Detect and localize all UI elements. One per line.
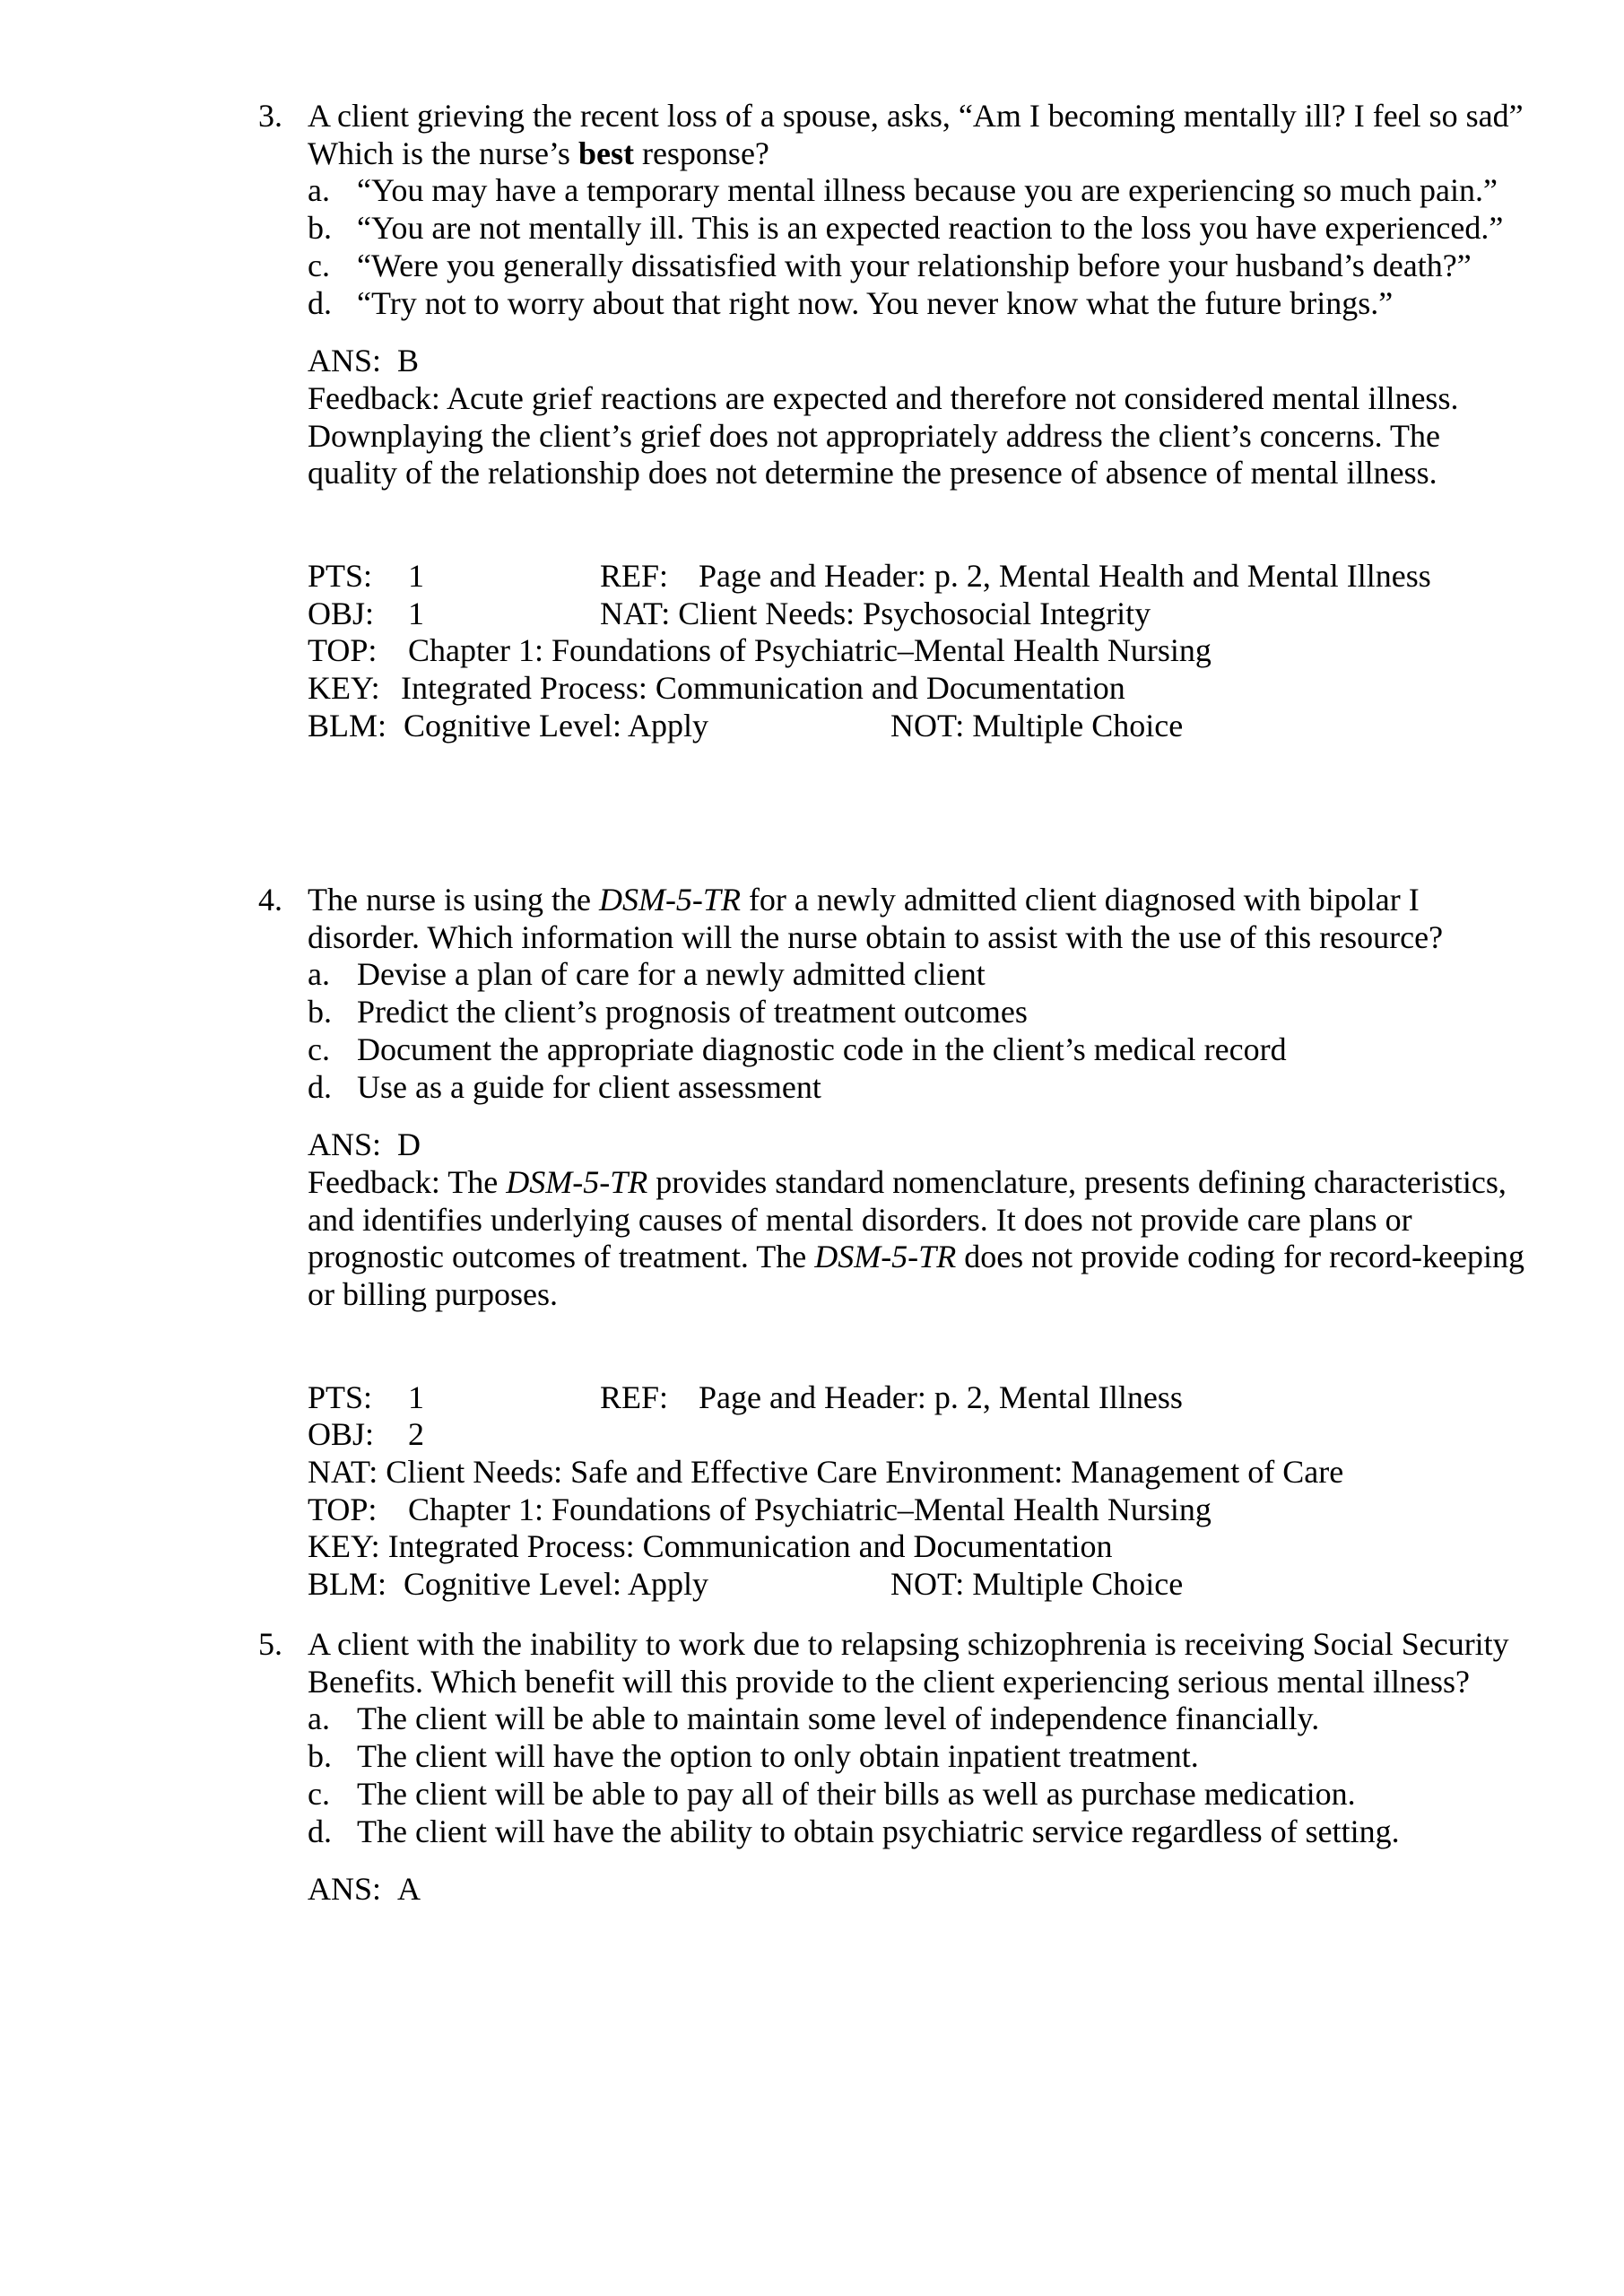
question-5 — [258, 1626, 1532, 1909]
option-letter: d. — [308, 284, 332, 321]
answer-line — [308, 1871, 1532, 1909]
answer-label: ANS: — [308, 343, 382, 379]
option-letter: a. — [308, 172, 330, 209]
nat-label: NAT: — [308, 1454, 378, 1491]
meta-row-key — [308, 1528, 1532, 1566]
option-letter: c. — [308, 1031, 330, 1067]
option-letter: d. — [308, 1813, 332, 1849]
meta-row-key — [308, 670, 1532, 708]
feedback-text: Feedback: Acute grief reactions are expected and therefore not considered mental illness. Downplaying the client’s grief does not appropriately address the client’s concerns. The quality of the relationship does not determine the presence of absence of mental illness. — [308, 379, 1459, 491]
key-label: KEY: — [308, 1528, 380, 1565]
answer-block — [258, 1871, 1532, 1909]
question-stem — [258, 1626, 1532, 1700]
blm-value: Cognitive Level: Apply — [404, 1566, 708, 1603]
feedback-italic-title: DSM-5-TR — [506, 1163, 648, 1200]
answer-value: D — [397, 1126, 421, 1163]
key-label: KEY: — [308, 670, 380, 707]
not-value: Multiple Choice — [972, 1566, 1184, 1603]
feedback — [308, 380, 1532, 492]
meta-row-top — [308, 1492, 1532, 1529]
option-b — [308, 210, 1532, 248]
obj-value: 2 — [408, 1416, 424, 1453]
answer-label: ANS: — [308, 1126, 382, 1163]
meta-row-nat — [308, 1454, 1532, 1492]
metadata — [258, 1379, 1532, 1604]
meta-row-pts-ref — [308, 1379, 1532, 1417]
option-text: Devise a plan of care for a newly admitted client — [357, 956, 986, 993]
option-letter: c. — [308, 1775, 330, 1812]
stem-text: The nurse is using the — [308, 882, 599, 918]
option-d — [308, 1813, 1532, 1851]
meta-row-blm-not — [308, 708, 1532, 745]
option-text: The client will be able to maintain some level of independence financially. — [357, 1700, 1320, 1737]
pts-label: PTS: — [308, 558, 373, 595]
stem-emphasis: best — [578, 135, 634, 171]
option-text: The client will be able to pay all of their bills as well as purchase medication. — [357, 1775, 1356, 1812]
blm-value: Cognitive Level: Apply — [404, 707, 708, 744]
question-number: 5. — [258, 1626, 282, 1662]
question-3 — [258, 98, 1532, 744]
meta-row-obj-nat — [308, 596, 1532, 633]
question-number: 3. — [258, 98, 282, 134]
obj-label: OBJ: — [308, 1416, 375, 1453]
feedback-text: does not provide coding for record-keeping or billing purposes. — [308, 1239, 1524, 1313]
feedback-text: Feedback: The — [308, 1163, 507, 1200]
stem-text: for a newly admitted client diagnosed with bipolar I disorder. Which information will the nurse obtain to assist with the use of this resource? — [308, 882, 1444, 955]
top-value: Chapter 1: Foundations of Psychiatric–Mental Health Nursing — [408, 632, 1211, 669]
option-text: Predict the client’s prognosis of treatment outcomes — [357, 994, 1028, 1031]
nat-value: Client Needs: Safe and Effective Care Environment: Management of Care — [386, 1454, 1344, 1491]
answer-value: A — [397, 1871, 421, 1908]
nat-label: NAT: — [600, 595, 671, 631]
meta-row-top — [308, 632, 1532, 670]
option-a — [308, 1700, 1532, 1738]
question-stem — [258, 882, 1532, 956]
option-b — [308, 1738, 1532, 1776]
meta-row-pts-ref — [308, 558, 1532, 596]
option-c — [308, 1031, 1532, 1069]
not-label: NOT: — [890, 1566, 965, 1603]
option-letter: b. — [308, 210, 332, 247]
option-text: Use as a guide for client assessment — [357, 1068, 821, 1105]
feedback — [308, 1164, 1532, 1314]
ref-label: REF: — [600, 1378, 669, 1415]
key-value: Integrated Process: Communication and Documentation — [401, 670, 1125, 707]
option-letter: a. — [308, 956, 330, 993]
top-label: TOP: — [308, 632, 378, 669]
ref-value: Page and Header: p. 2, Mental Illness — [699, 1378, 1183, 1415]
feedback-text: provides standard nomenclature, presents defining characteristics, and identifies underlying causes of mental disorders. It does not provide care plans or prognostic outcomes of treatment. The — [308, 1163, 1507, 1275]
answer-block — [258, 1126, 1532, 1314]
option-text: Document the appropriate diagnostic code in the client’s medical record — [357, 1031, 1287, 1067]
question-stem — [258, 98, 1532, 172]
nat-value: Client Needs: Psychosocial Integrity — [678, 595, 1151, 631]
answer-label: ANS: — [308, 1871, 382, 1908]
options-list — [258, 1700, 1532, 1850]
top-label: TOP: — [308, 1491, 378, 1527]
option-letter: b. — [308, 1738, 332, 1775]
stem-text: response? — [633, 135, 769, 171]
top-value: Chapter 1: Foundations of Psychiatric–Mental Health Nursing — [408, 1491, 1211, 1527]
key-field — [308, 1528, 1113, 1566]
answer-value: B — [397, 343, 420, 379]
blm-label: BLM: — [308, 707, 387, 744]
meta-row-obj — [308, 1416, 1532, 1454]
option-text: “Try not to worry about that right now. You never know what the future brings.” — [357, 284, 1394, 321]
stem-italic-title: DSM-5-TR — [598, 882, 741, 918]
option-letter: b. — [308, 994, 332, 1031]
option-letter: c. — [308, 247, 330, 283]
stem-text: A client grieving the recent loss of a spouse, asks, “Am I becoming mentally ill? I feel so sad” Which is the nurse’s — [308, 98, 1524, 171]
obj-label: OBJ: — [308, 595, 375, 631]
option-c — [308, 1776, 1532, 1813]
options-list — [258, 956, 1532, 1106]
options-list — [258, 172, 1532, 322]
not-label: NOT: — [890, 707, 965, 744]
question-number: 4. — [258, 882, 282, 918]
option-c — [308, 248, 1532, 285]
ref-label: REF: — [600, 558, 669, 595]
option-text: “You are not mentally ill. This is an expected reaction to the loss you have experienced.” — [357, 210, 1504, 247]
pts-value: 1 — [408, 558, 424, 595]
option-letter: d. — [308, 1068, 332, 1105]
answer-line — [308, 1126, 1532, 1164]
not-field — [890, 708, 1183, 745]
question-4 — [258, 882, 1532, 1604]
key-value: Integrated Process: Communication and Documentation — [387, 1528, 1113, 1565]
pts-label: PTS: — [308, 1378, 373, 1415]
option-a — [308, 172, 1532, 210]
answer-line — [308, 343, 1532, 380]
option-text: “You may have a temporary mental illness because you are experiencing so much pain.” — [357, 172, 1498, 209]
meta-row-blm-not — [308, 1566, 1532, 1604]
option-d — [308, 285, 1532, 323]
stem-text: A client with the inability to work due to relapsing schizophrenia is receiving Social Security Benefits. Which benefit will this provide to the client experiencing serious mental illness? — [308, 1626, 1509, 1700]
nat-field — [600, 596, 1151, 633]
option-text: “Were you generally dissatisfied with your relationship before your husband’s death?” — [357, 247, 1472, 283]
option-d — [308, 1069, 1532, 1107]
not-value: Multiple Choice — [972, 707, 1184, 744]
option-letter: a. — [308, 1700, 330, 1737]
option-text: The client will have the option to only obtain inpatient treatment. — [357, 1738, 1199, 1775]
obj-value: 1 — [408, 595, 424, 631]
answer-block — [258, 343, 1532, 492]
metadata — [258, 558, 1532, 744]
blm-label: BLM: — [308, 1566, 387, 1603]
option-text: The client will have the ability to obtain psychiatric service regardless of setting. — [357, 1813, 1400, 1849]
option-b — [308, 994, 1532, 1031]
pts-value: 1 — [408, 1378, 424, 1415]
not-field — [890, 1566, 1183, 1604]
nat-field — [308, 1454, 1343, 1492]
option-a — [308, 956, 1532, 994]
feedback-italic-title: DSM-5-TR — [814, 1239, 957, 1275]
ref-value: Page and Header: p. 2, Mental Health and Mental Illness — [699, 558, 1431, 595]
